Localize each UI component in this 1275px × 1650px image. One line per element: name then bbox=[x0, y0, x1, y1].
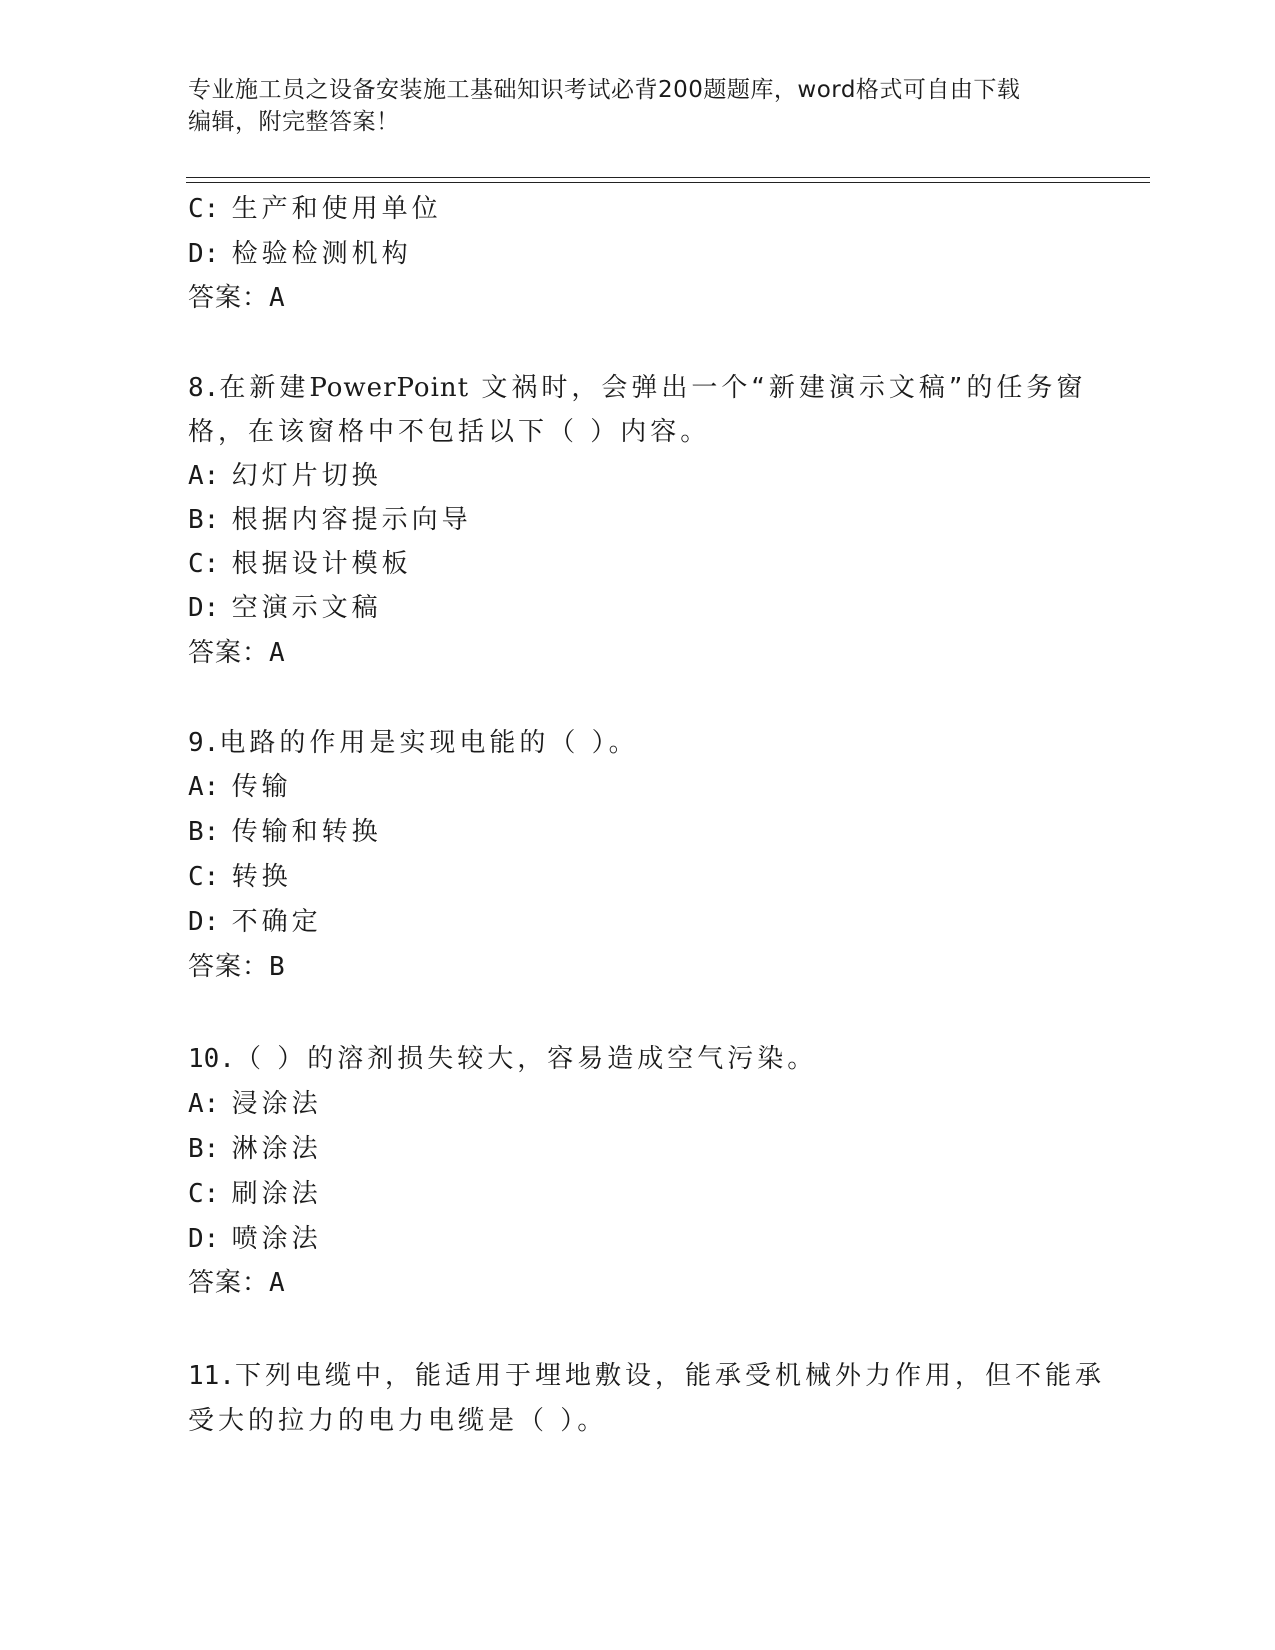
option-text: 转换 bbox=[231, 862, 292, 892]
option-label: C: bbox=[188, 194, 220, 224]
option-a bbox=[188, 459, 382, 493]
answer-value: A bbox=[269, 283, 286, 313]
answer-label: 答案： bbox=[188, 638, 270, 668]
header-divider-top bbox=[186, 177, 1150, 178]
answer-value: A bbox=[269, 638, 286, 668]
option-b bbox=[188, 503, 472, 537]
option-a bbox=[188, 1087, 322, 1121]
question-8-stem-line-1 bbox=[188, 371, 1086, 405]
answer-line bbox=[188, 636, 286, 670]
answer-label: 答案： bbox=[188, 1268, 270, 1298]
option-c bbox=[188, 860, 292, 894]
option-text: 空演示文稿 bbox=[231, 593, 382, 623]
question-number: 11. bbox=[188, 1361, 235, 1391]
option-d bbox=[188, 905, 322, 939]
option-text: 刷涂法 bbox=[231, 1179, 322, 1209]
answer-label: 答案： bbox=[188, 283, 270, 313]
option-d bbox=[188, 591, 382, 625]
question-11-stem-line-2: 受大的拉力的电力电缆是（ ）。 bbox=[188, 1406, 608, 1436]
option-label: A: bbox=[188, 1089, 220, 1119]
option-text: 检验检测机构 bbox=[231, 239, 412, 269]
option-text: 根据设计模板 bbox=[231, 549, 412, 579]
header-title-line-2: 编辑，附完整答案！ bbox=[188, 109, 400, 135]
answer-line bbox=[188, 1266, 286, 1300]
option-b bbox=[188, 1132, 322, 1166]
option-label: C: bbox=[188, 549, 220, 579]
option-c bbox=[188, 1177, 322, 1211]
option-text: 喷涂法 bbox=[231, 1224, 322, 1254]
answer-line bbox=[188, 281, 286, 315]
question-number: 9. bbox=[188, 728, 220, 758]
option-text: 根据内容提示向导 bbox=[231, 505, 472, 535]
answer-line bbox=[188, 950, 286, 984]
option-text: 传输和转换 bbox=[231, 817, 382, 847]
option-text: 生产和使用单位 bbox=[231, 194, 442, 224]
header-title-line-1: 专业施工员之设备安装施工基础知识考试必背200题题库，word格式可自由下载 bbox=[188, 77, 1021, 103]
answer-value: B bbox=[269, 952, 286, 982]
option-b bbox=[188, 815, 382, 849]
question-stem-part: 文祸时，会弹出一个“新建演示文稿”的任务窗 bbox=[481, 373, 1087, 403]
option-text: 传输 bbox=[231, 772, 292, 802]
question-10-stem-line-1 bbox=[188, 1042, 817, 1076]
option-label: D: bbox=[188, 1224, 220, 1254]
page-header bbox=[188, 74, 1068, 138]
option-label: D: bbox=[188, 593, 220, 623]
option-label: D: bbox=[188, 907, 220, 937]
answer-value: A bbox=[269, 1268, 286, 1298]
option-d bbox=[188, 237, 412, 271]
option-c bbox=[188, 192, 442, 226]
question-number: 8. bbox=[188, 373, 220, 403]
option-label: C: bbox=[188, 862, 220, 892]
option-label: A: bbox=[188, 461, 220, 491]
option-label: B: bbox=[188, 505, 220, 535]
question-stem-english: PowerPoint bbox=[309, 373, 470, 403]
option-text: 幻灯片切换 bbox=[231, 461, 382, 491]
option-d bbox=[188, 1222, 322, 1256]
question-stem-part: 电路的作用是实现电能的（ ）。 bbox=[219, 728, 639, 758]
option-label: B: bbox=[188, 817, 220, 847]
question-8-stem-line-2: 格，在该窗格中不包括以下（ ）内容。 bbox=[188, 417, 711, 447]
header-divider-bottom bbox=[186, 182, 1150, 183]
option-label: B: bbox=[188, 1134, 220, 1164]
option-text: 浸涂法 bbox=[231, 1089, 322, 1119]
option-label: C: bbox=[188, 1179, 220, 1209]
answer-label: 答案： bbox=[188, 952, 270, 982]
question-number: 10. bbox=[188, 1044, 235, 1074]
question-stem-part: 下列电缆中，能适用于埋地敷设，能承受机械外力作用，但不能承 bbox=[234, 1361, 1105, 1391]
option-c bbox=[188, 547, 412, 581]
option-text: 不确定 bbox=[231, 907, 322, 937]
question-11-stem-line-1 bbox=[188, 1359, 1105, 1393]
question-stem-part: 在新建 bbox=[219, 373, 310, 403]
question-9-stem-line-1 bbox=[188, 726, 639, 760]
option-label: A: bbox=[188, 772, 220, 802]
option-a bbox=[188, 770, 292, 804]
question-stem-part: （ ）的溶剂损失较大，容易造成空气污染。 bbox=[234, 1044, 818, 1074]
option-text: 淋涂法 bbox=[231, 1134, 322, 1164]
option-label: D: bbox=[188, 239, 220, 269]
